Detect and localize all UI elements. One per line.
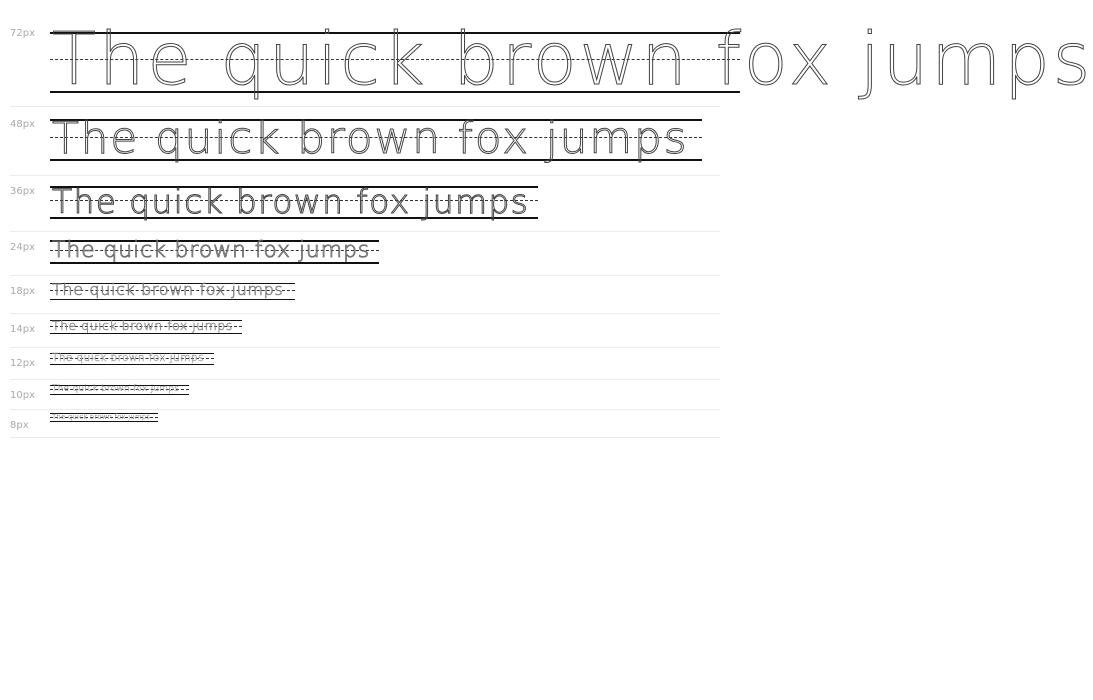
sample-text-block: [50, 410, 158, 437]
size-row-12: [10, 348, 720, 380]
sample-text-block: [50, 17, 1093, 106]
sample-text-block: [50, 380, 189, 409]
sample-text-block: [50, 107, 702, 175]
size-row-48: [10, 107, 720, 176]
size-row-10: [10, 380, 720, 410]
sample-text: The quick brown fox jumps: [52, 280, 284, 299]
size-row-24: [10, 232, 720, 276]
sample-text: The quick brown fox jumps: [52, 413, 151, 421]
size-label: 18px: [10, 286, 35, 297]
sample-text-block: [50, 348, 214, 379]
size-row-8: [10, 410, 720, 438]
size-row-18: [10, 276, 720, 314]
size-label: 24px: [10, 242, 35, 253]
sample-text: The quick brown fox jumps: [52, 182, 530, 221]
size-label: 48px: [10, 119, 35, 130]
size-label: 8px: [10, 420, 29, 431]
sample-text: The quick brown fox jumps: [52, 238, 371, 263]
sample-text: The quick brown fox jumps: [52, 352, 204, 364]
sample-text: The quick brown fox jumps: [52, 318, 233, 333]
size-row-36: [10, 176, 720, 232]
size-label: 10px: [10, 390, 35, 401]
size-label: 14px: [10, 324, 35, 335]
size-label: 36px: [10, 186, 35, 197]
size-label: 72px: [10, 28, 35, 39]
sample-text: The quick brown fox jumps: [52, 113, 689, 164]
size-row-14: [10, 314, 720, 348]
sample-text: The quick brown fox jumps: [52, 384, 180, 394]
sample-text-block: [50, 176, 538, 231]
sample-text: The quick brown fox jumps: [52, 17, 1093, 101]
sample-text-block: [50, 232, 379, 275]
sample-text-block: [50, 314, 242, 347]
size-label: 12px: [10, 358, 35, 369]
size-row-72: [10, 17, 1093, 107]
sample-text-block: [50, 276, 295, 313]
